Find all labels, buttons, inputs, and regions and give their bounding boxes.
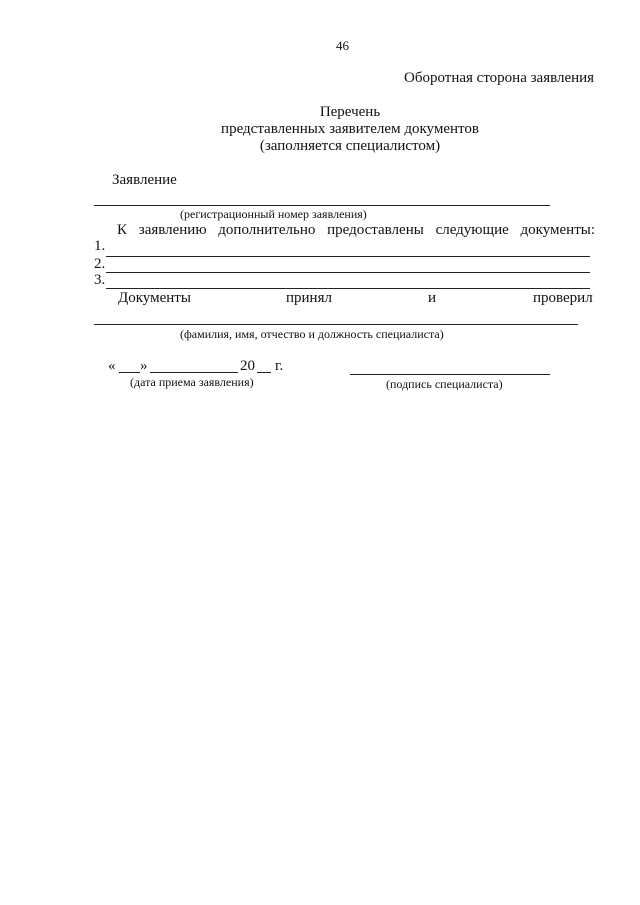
doc-item-2-field[interactable]	[106, 272, 590, 273]
title-line-1: Перечень	[319, 104, 381, 120]
reg-number-caption: (регистрационный номер заявления)	[180, 207, 367, 221]
doc-item-1-number: 1.	[94, 238, 106, 254]
page-number: 46	[336, 38, 349, 53]
date-year-prefix: 20	[240, 358, 255, 374]
doc-item-1-field[interactable]	[106, 256, 590, 257]
date-year-field[interactable]	[257, 372, 271, 373]
additional-docs-text: К заявлению дополнительно предоставлены следующие документы:	[117, 222, 595, 238]
doc-item-2-number: 2.	[94, 256, 106, 272]
specialist-name-field[interactable]	[94, 324, 578, 325]
specialist-caption: (фамилия, имя, отчество и должность специалиста)	[180, 327, 444, 341]
date-day-field[interactable]	[119, 372, 140, 373]
date-close-quote: »	[140, 358, 148, 374]
accepted-word-and: и	[428, 290, 437, 306]
doc-item-3-field[interactable]	[106, 288, 590, 289]
signature-field[interactable]	[350, 374, 550, 375]
date-open-quote: «	[108, 358, 116, 374]
accepted-word-checked: проверил	[533, 290, 593, 306]
reg-number-field[interactable]	[94, 205, 550, 206]
date-month-field[interactable]	[150, 372, 238, 373]
application-label: Заявление	[112, 172, 177, 188]
accepted-word-documents: Документы	[118, 290, 191, 306]
page-header-note: Оборотная сторона заявления	[404, 70, 595, 86]
date-year-suffix: г.	[275, 358, 284, 374]
title-line-2: представленных заявителем документов	[221, 121, 479, 137]
title-line-3: (заполняется специалистом)	[259, 138, 441, 154]
doc-item-3-number: 3.	[94, 272, 106, 288]
date-caption: (дата приема заявления)	[130, 375, 254, 389]
accepted-word-accepted: принял	[286, 290, 332, 306]
signature-caption: (подпись специалиста)	[386, 377, 503, 391]
